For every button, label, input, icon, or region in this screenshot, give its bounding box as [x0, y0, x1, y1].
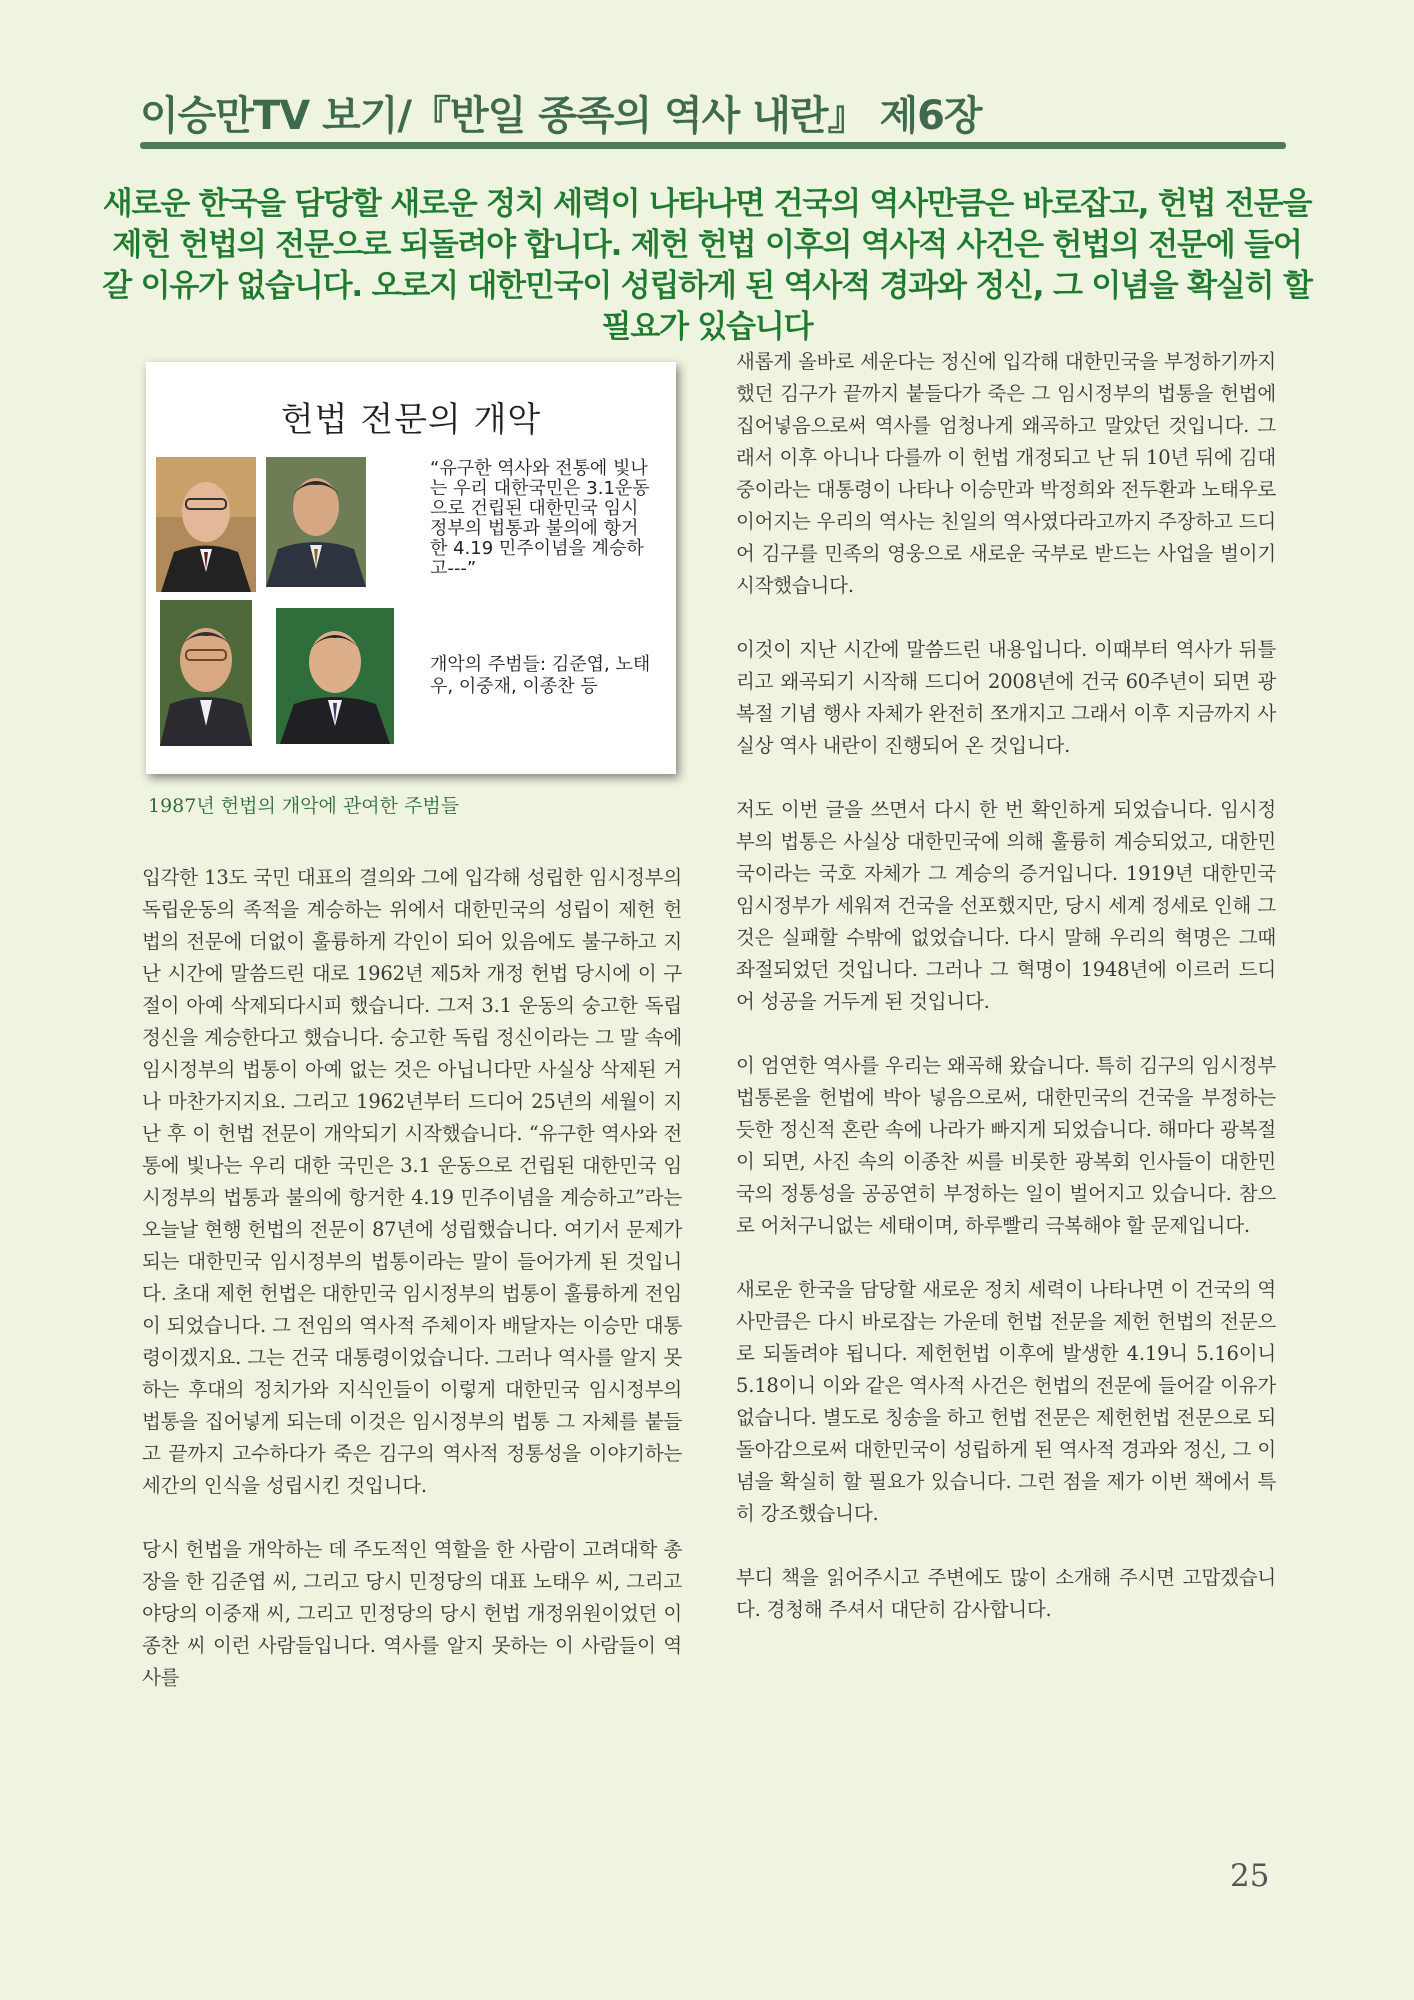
slide-title: 헌법 전문의 개악	[280, 400, 542, 440]
chapter-title: 이승만TV 보기/『반일 종족의 역사 내란』 제6장	[140, 93, 982, 139]
portrait-photo-2	[266, 457, 366, 587]
image-caption: 1987년 헌법의 개악에 관여한 주범들	[148, 795, 460, 817]
left-column	[142, 862, 682, 1726]
paragraph: 새롭게 올바로 세운다는 정신에 입각해 대한민국을 부정하기까지 했던 김구가 끝까지 붙들다가 죽은 그 임시정부의 법통을 헌법에 집어넣음으로써 역사를 엄청나게 왜곡하고 말았던 것입니다. 그래서 이후 아니나 다를까 이 헌법 개정되고 난 뒤 10년 뒤에 김대중이라는 대통령이 나타나 이승만과 박정희와 전두환과 노태우로 이어지는 우리의 역사는 친일의 역사였다라고까지 주장하고 드디어 김구를 민족의 영웅으로 새로운 국부로 받드는 사업을 벌이기 시작했습니다.	[736, 350, 1276, 597]
paragraph: 새로운 한국을 담당할 새로운 정치 세력이 나타나면 이 건국의 역사만큼은 다시 바로잡는 가운데 헌법 전문을 제헌 헌법의 전문으로 되돌려야 됩니다. 제헌헌법 이후에 발생한 4.19니 5.16이니 5.18이니 이와 같은 역사적 사건은 헌법의 전문에 들어갈 이유가 없습니다. 별도로 칭송을 하고 헌법 전문은 제헌헌법 전문으로 되돌아감으로써 대한민국이 성립하게 된 역사적 경과와 정신, 그 이념을 확실히 할 필요가 있습니다. 그런 점을 제가 이번 책에서 특히 강조했습니다.	[736, 1278, 1276, 1525]
headline: 새로운 한국을 담당할 새로운 정치 세력이 나타나면 건국의 역사만큼은 바로잡고, 헌법 전문을 제헌 헌법의 전문으로 되돌려야 합니다. 제헌 헌법 이후의 역사적 사건은 헌법의 전문에 들어갈 이유가 없습니다. 오로지 대한민국이 성립하게 된 역사적 경과와 정신, 그 이념을 확실히 할 필요가 있습니다	[102, 186, 1312, 345]
paragraph: 부디 책을 읽어주시고 주변에도 많이 소개해 주시면 고맙겠습니다. 경청해 주셔서 대단히 감사합니다.	[736, 1566, 1276, 1621]
header-divider	[140, 142, 1286, 149]
portrait-photo-3	[160, 600, 252, 746]
paragraph: 이것이 지난 시간에 말씀드린 내용입니다. 이때부터 역사가 뒤틀리고 왜곡되기 시작해 드디어 2008년에 건국 60주년이 되면 광복절 기념 행사 자체가 완전히 쪼개지고 그래서 이후 지금까지 사실상 역사 내란이 진행되어 온 것입니다.	[736, 638, 1276, 757]
slide-drafters: 개악의 주범들: 김준엽, 노태우, 이중재, 이종찬 등	[430, 654, 651, 697]
paragraph: 저도 이번 글을 쓰면서 다시 한 번 확인하게 되었습니다. 임시정부의 법통은 사실상 대한민국에 의해 훌륭히 계승되었고, 대한민국이라는 국호 자체가 그 계승의 증거입니다. 1919년 대한민국 임시정부가 세워져 건국을 선포했지만, 당시 세계 정세로 인해 그것은 실패할 수밖에 없었습니다. 다시 말해 우리의 혁명은 그때 좌절되었던 것입니다. 그러나 그 혁명이 1948년에 이르러 드디어 성공을 거두게 된 것입니다.	[736, 798, 1276, 1013]
paragraph: 입각한 13도 국민 대표의 결의와 그에 입각해 성립한 임시정부의 독립운동의 족적을 계승하는 위에서 대한민국의 성립이 제헌 헌법의 전문에 더없이 훌륭하게 각인이 되어 있음에도 불구하고 지난 시간에 말씀드린 대로 1962년 제5차 개정 헌법 당시에 이 구절이 아예 삭제되다시피 했습니다. 그저 3.1 운동의 숭고한 독립 정신을 계승한다고 했습니다. 숭고한 독립 정신이라는 그 말 속에 임시정부의 법통이 아예 없는 것은 아닙니다만 사실상 삭제된 거나 마찬가지지요. 그리고 1962년부터 드디어 25년의 세월이 지난 후 이 헌법 전문이 개악되기 시작했습니다. “유구한 역사와 전통에 빛나는 우리 대한 국민은 3.1 운동으로 건립된 대한민국 임시정부의 법통과 불의에 항거한 4.19 민주이념을 계승하고”라는 오늘날 현행 헌법의 전문이 87년에 성립했습니다. 여기서 문제가 되는 대한민국 임시정부의 법통이라는 말이 들어가게 된 것입니다. 초대 제헌 헌법은 대한민국 임시정부의 법통이 훌륭하게 전임이 되었습니다. 그 전임의 역사적 주체이자 배달자는 이승만 대통령이겠지요. 그는 건국 대통령이었습니다. 그러나 역사를 알지 못하는 후대의 정치가와 지식인들이 이렇게 대한민국 임시정부의 법통을 집어넣게 되는데 이것은 임시정부의 법통 그 자체를 붙들고 끝까지 고수하다가 죽은 김구의 역사적 정통성을 이야기하는 세간의 인식을 성립시킨 것입니다.	[142, 866, 682, 1497]
paragraph: 이 엄연한 역사를 우리는 왜곡해 왔습니다. 특히 김구의 임시정부 법통론을 헌법에 박아 넣음으로써, 대한민국의 건국을 부정하는 듯한 정신적 혼란 속에 나라가 빠지게 되었습니다. 해마다 광복절이 되면, 사진 속의 이종찬 씨를 비롯한 광복회 인사들이 대한민국의 정통성을 공공연히 부정하는 일이 벌어지고 있습니다. 참으로 어처구니없는 세태이며, 하루빨리 극복해야 할 문제입니다.	[736, 1054, 1276, 1237]
right-column	[736, 346, 1276, 1658]
paragraph: 당시 헌법을 개악하는 데 주도적인 역할을 한 사람이 고려대학 총장을 한 김준엽 씨, 그리고 당시 민정당의 대표 노태우 씨, 그리고 야당의 이중재 씨, 그리고 민정당의 당시 헌법 개정위원이었던 이종찬 씨 이런 사람들입니다. 역사를 알지 못하는 이 사람들이 역사를	[142, 1538, 682, 1689]
page-number: 25	[1230, 1858, 1270, 1894]
portrait-photo-1	[156, 457, 256, 592]
portrait-photo-4	[276, 608, 394, 744]
slide-quote: “유구한 역사와 전통에 빛나는 우리 대한국민은 3.1운동으로 건립된 대한민국 임시정부의 법통과 불의에 항거한 4.19 민주이념을 계승하고---”	[430, 458, 650, 579]
slide-image	[146, 362, 676, 774]
